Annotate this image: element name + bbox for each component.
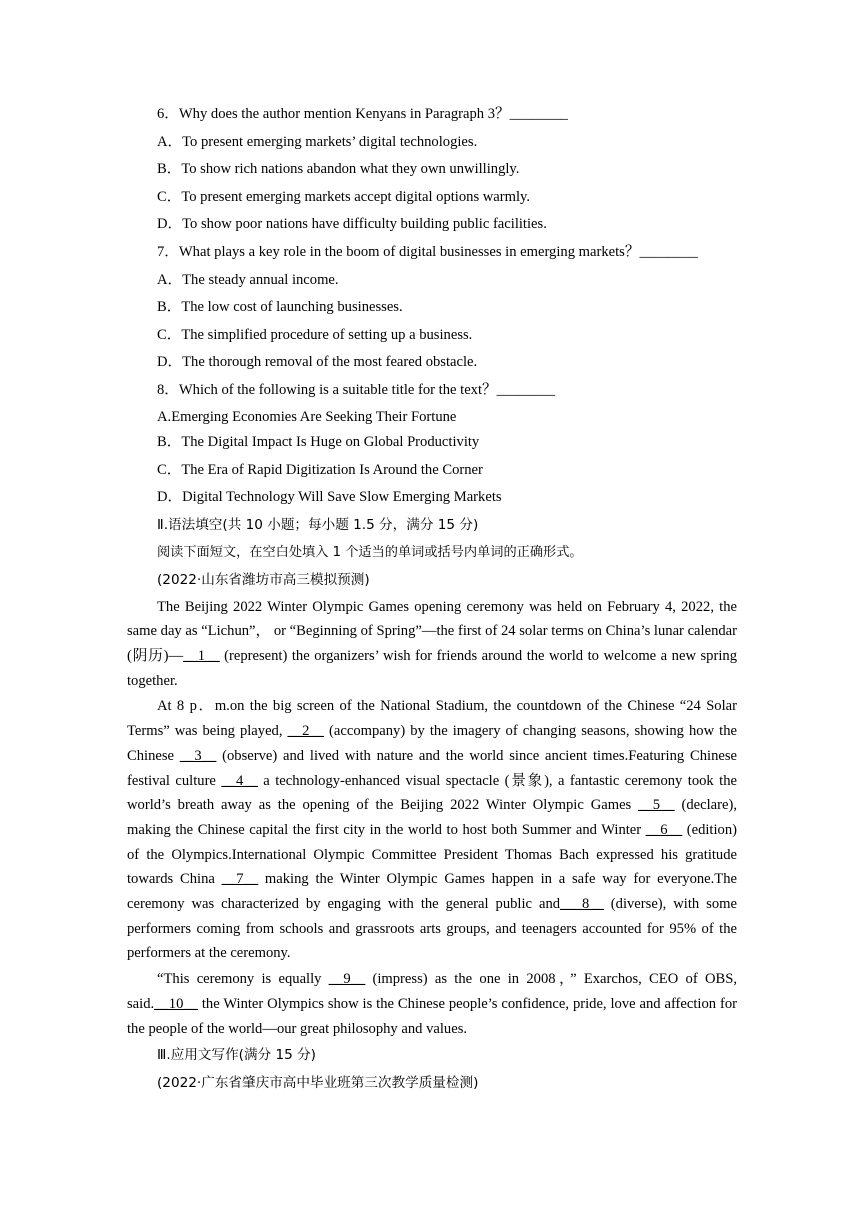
section-3-heading: Ⅲ.应用文写作(满分 15 分) xyxy=(157,1047,316,1064)
question-stem: 6．Why does the author mention Kenyans in Paragraph 3？________ xyxy=(157,106,568,122)
blank-8[interactable]: ___8__ xyxy=(560,896,604,913)
document-content xyxy=(127,101,737,1097)
blank-3[interactable]: __3__ xyxy=(179,747,217,764)
blank-5[interactable]: __5__ xyxy=(638,797,675,814)
blank-10[interactable]: __10__ xyxy=(154,995,198,1012)
blank-9[interactable]: __9__ xyxy=(328,971,366,988)
option-b: B．To show rich nations abandon what they own unwillingly. xyxy=(157,161,520,178)
passage-paragraph-2: At 8 p．m.on the big screen of the National Stadium, the countdown of the Chinese “24 Solar Terms” was being played, __2__ (accompany) by the imagery of changing seasons, showing how the Chinese __3__ (observe) and lived with nature and the world since ancient times.Featuring Chinese festival culture __4__ a technology-enhanced visual spectacle (景象), a fantastic ceremony took the world’s breath away as the opening of the Beijing 2022 Winter Olympic Games __5__ (declare), making the Chinese capital the first city in the world to host both Summer and Winter __6__ (edition) of the Olympics.International Olympic Committee President Thomas Bach expressed his gratitude towards China __7__ making the Winter Olympic Games happen in a safe way for everyone.The ceremony was characterized by engaging with the general public and___8__ (diverse), with some performers coming from schools and grassroots arts groups, and teenagers accounted for 95% of the performers at the ceremony. xyxy=(127,698,737,962)
section-3-source: (2022·广东省肇庆市高中毕业班第三次教学质量检测) xyxy=(157,1074,479,1091)
question-stem: 7．What plays a key role in the boom of digital businesses in emerging markets？________ xyxy=(157,243,698,260)
question-6 xyxy=(127,101,737,239)
blank-4[interactable]: __4__ xyxy=(221,772,258,789)
option-b: B．The low cost of launching businesses. xyxy=(157,299,403,316)
section-2-source: (2022·山东省潍坊市高三模拟预测) xyxy=(157,572,370,588)
blank-1[interactable]: __1__ xyxy=(183,648,220,664)
option-a: A．To present emerging markets’ digital technologies. xyxy=(157,133,478,150)
option-d: D．The thorough removal of the most feared obstacle. xyxy=(157,354,478,371)
question-stem: 8．Which of the following is a suitable title for the text？________ xyxy=(157,381,556,398)
passage-paragraph-3: “This ceremony is equally __9__ (impress) as the one in 2008，” Exarchos, CEO of OBS, said.__10__ the Winter Olympics show is the Chinese people’s confidence, pride, love and affection for the people of the world—our great philosophy and values. xyxy=(127,971,737,1037)
option-d: D．To show poor nations have difficulty building public facilities. xyxy=(157,216,547,233)
option-a: A.Emerging Economies Are Seeking Their Fortune xyxy=(157,408,457,425)
blank-7[interactable]: __7__ xyxy=(221,871,259,888)
option-a: A．The steady annual income. xyxy=(157,271,339,288)
blank-6[interactable]: __6__ xyxy=(645,821,683,838)
section-2-heading: Ⅱ.语法填空(共 10 小题；每小题 1.5 分，满分 15 分) xyxy=(157,516,479,533)
option-d: D．Digital Technology Will Save Slow Emerging Markets xyxy=(157,489,502,506)
passage-paragraph-1: The Beijing 2022 Winter Olympic Games opening ceremony was held on February 4, 2022, the same day as “Lichun”， or “Beginning of Spring”—the first of 24 solar terms on China’s lunar calendar (阴历)—__1__ (represent) the organizers’ wish for friends around the world to welcome a new spring together. xyxy=(127,598,737,689)
option-b: B．The Digital Impact Is Huge on Global Productivity xyxy=(157,434,480,451)
blank-2[interactable]: __2__ xyxy=(287,723,324,740)
question-7 xyxy=(127,239,737,377)
question-8 xyxy=(127,377,737,512)
option-c: C．The Era of Rapid Digitization Is Around the Corner xyxy=(157,461,483,478)
option-c: C．To present emerging markets accept digital options warmly. xyxy=(157,188,531,205)
section-2-instruction: 阅读下面短文，在空白处填入 1 个适当的单词或括号内单词的正确形式。 xyxy=(157,545,583,561)
option-c: C．The simplified procedure of setting up a business. xyxy=(157,326,473,343)
